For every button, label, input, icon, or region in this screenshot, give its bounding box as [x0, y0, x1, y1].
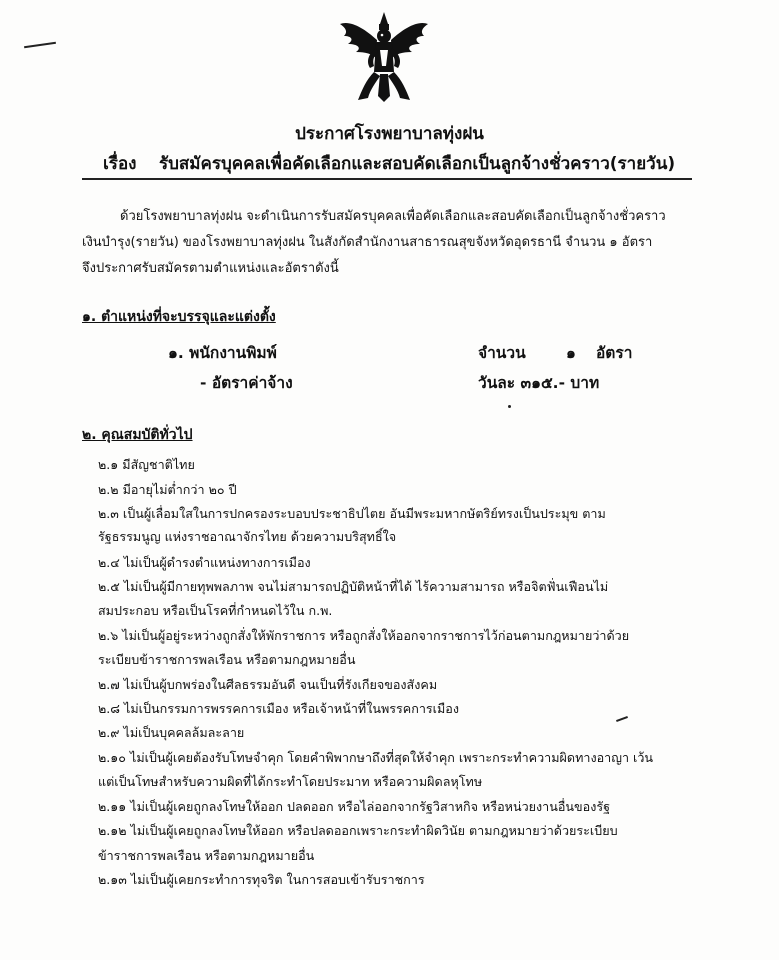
qualification-item: ๒.๑๓ ไม่เป็นผู้เคยกระทำการทุจริต ในการสอบเข้ารับราชการ — [98, 872, 425, 887]
subject-line — [103, 150, 675, 177]
section1-heading: ๑. ตำแหน่งที่จะบรรจุและแต่งตั้ง — [82, 309, 276, 325]
scan-mark — [24, 42, 56, 48]
wage-value: วันละ ๓๑๕.- บาท — [478, 374, 600, 392]
qualification-item-continued: สมประกอบ หรือเป็นโรคที่กำหนดไว้ใน ก.พ. — [98, 603, 333, 618]
qualification-item: ๒.๖ ไม่เป็นผู้อยู่ระหว่างถูกสั่งให้พักราชการ หรือถูกสั่งให้ออกจากราชการไว้ก่อนตามกฎหมายว่าด้วย — [98, 628, 630, 643]
qualification-item: ๒.๓ เป็นผู้เลื่อมใสในการปกครองระบอบประชาธิปไตย อันมีพระมหากษัตริย์ทรงเป็นประมุข ตาม — [98, 506, 606, 521]
qualification-item: ๒.๑๑ ไม่เป็นผู้เคยถูกลงโทษให้ออก ปลดออก หรือไล่ออกจากรัฐวิสาหกิจ หรือหน่วยงานอื่นของรัฐ — [98, 799, 611, 814]
qualification-item: ๒.๑ มีสัญชาติไทย — [98, 457, 195, 472]
qualification-item: ๒.๙ ไม่เป็นบุคคลล้มละลาย — [98, 725, 245, 740]
garuda-emblem-icon — [336, 10, 432, 104]
qualification-item: ๒.๗ ไม่เป็นผู้บกพร่องในศีลธรรมอันดี จนเป็นที่รังเกียจของสังคม — [98, 677, 438, 692]
position-count-label: จำนวน — [478, 344, 526, 362]
subject-text: รับสมัครบุคคลเพื่อคัดเลือกและสอบคัดเลือกเป็นลูกจ้างชั่วคราว(รายวัน) — [159, 154, 676, 174]
qualification-item: ๒.๑๒ ไม่เป็นผู้เคยถูกลงโทษให้ออก หรือปลดออกเพราะกระทำผิดวินัย ตามกฎหมายว่าด้วยระเบียบ — [98, 823, 618, 838]
qualification-item: ๒.๘ ไม่เป็นกรรมการพรรคการเมือง หรือเจ้าหน้าที่ในพรรคการเมือง — [98, 701, 459, 716]
position-count-unit: อัตรา — [596, 344, 633, 362]
subject-label: เรื่อง — [103, 154, 137, 174]
qualification-item-continued: ระเบียบข้าราชการพลเรือน หรือตามกฎหมายอื่น — [98, 652, 356, 667]
document-title: ประกาศโรงพยาบาลทุ่งฝน — [295, 124, 484, 144]
intro-line: จึงประกาศรับสมัครตามตำแหน่งและอัตราดังนี้ — [82, 261, 339, 276]
qualification-item-continued: แต่เป็นโทษสำหรับความผิดที่ได้กระทำโดยประมาท หรือความผิดลหุโทษ — [98, 774, 483, 789]
section2-heading: ๒. คุณสมบัติทั่วไป — [82, 427, 193, 443]
scan-mark — [508, 405, 511, 408]
qualification-item: ๒.๕ ไม่เป็นผู้มีกายทุพพลภาพ จนไม่สามารถปฏิบัติหน้าที่ได้ ไร้ความสามารถ หรือจิตฟั่นเฟือนไม่ — [98, 579, 609, 594]
qualification-item: ๒.๑๐ ไม่เป็นผู้เคยต้องรับโทษจำคุก โดยคำพิพากษาถึงที่สุดให้จำคุก เพราะกระทำความผิดทางอาญา เว้น — [98, 750, 654, 765]
intro-line: ด้วยโรงพยาบาลทุ่งฝน จะดำเนินการรับสมัครบุคคลเพื่อคัดเลือกและสอบคัดเลือกเป็นลูกจ้างชั่วคราว — [120, 209, 666, 224]
qualification-item-continued: รัฐธรรมนูญ แห่งราชอาณาจักรไทย ด้วยความบริสุทธิ์ใจ — [98, 529, 397, 544]
position-count-value: ๑ — [566, 344, 576, 362]
qualification-item-continued: ข้าราชการพลเรือน หรือตามกฎหมายอื่น — [98, 848, 315, 863]
position-name: ๑. พนักงานพิมพ์ — [168, 344, 277, 362]
qualification-item: ๒.๒ มีอายุไม่ต่ำกว่า ๒๐ ปี — [98, 482, 237, 497]
qualification-item: ๒.๔ ไม่เป็นผู้ดำรงตำแหน่งทางการเมือง — [98, 555, 311, 570]
title-divider — [82, 178, 692, 180]
wage-label: - อัตราค่าจ้าง — [200, 374, 293, 392]
intro-line: เงินบำรุง(รายวัน) ของโรงพยาบาลทุ่งฝน ในสังกัดสำนักงานสาธารณสุขจังหวัดอุดรธานี จำนวน ๑ อัตรา — [82, 235, 653, 250]
scan-mark — [616, 716, 628, 722]
